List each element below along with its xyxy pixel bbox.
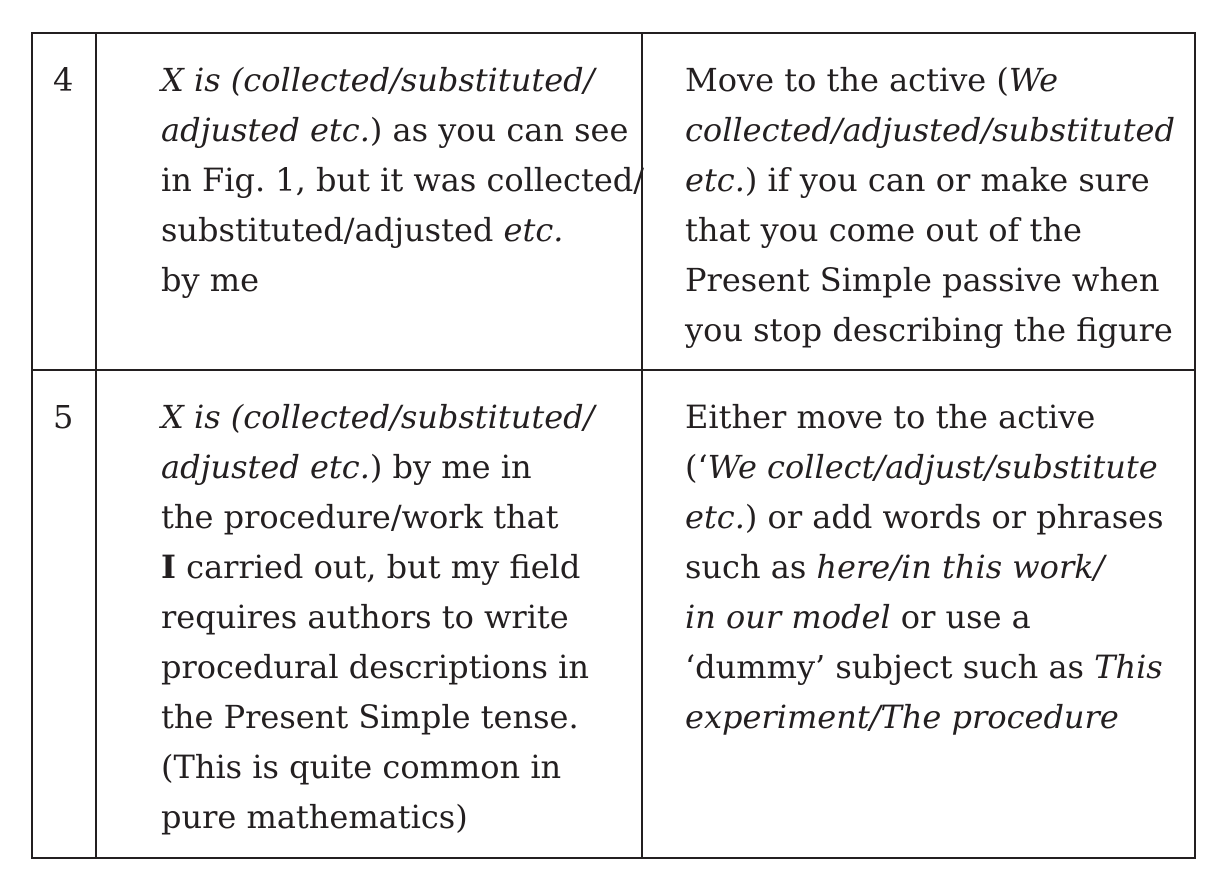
text-line: adjusted etc.) as you can see [161,111,629,149]
text-line: by me [161,261,260,299]
row-number: 5 [32,370,96,858]
text-line: in our model or use a [685,598,1031,636]
table-row [32,33,1195,370]
text-line: etc.) or add words or phrases [685,498,1164,536]
text-line: ‘dummy’ subject such as This [685,648,1163,686]
text-line: X is (collected/substituted/ [161,61,595,99]
row-number: 4 [32,33,96,370]
text-line: such as here/in this work/ [685,548,1105,586]
text-line: procedural descriptions in [161,648,589,686]
text-line: I carried out, but my field [161,548,581,586]
text-line: collected/adjusted/substituted [685,111,1175,149]
solution-cell [642,33,1195,370]
text-line: that you come out of the [685,211,1082,249]
text-line: adjusted etc.) by me in [161,448,532,486]
text-line: substituted/adjusted etc. [161,211,564,249]
text-line: requires authors to write [161,598,569,636]
text-line: Move to the active (We [685,61,1059,99]
text-line: pure mathematics) [161,798,468,836]
text-line: you stop describing the figure [685,311,1173,349]
problem-cell [96,33,645,370]
text-line: the Present Simple tense. [161,698,579,736]
text-line: the procedure/work that [161,498,559,536]
procedure-table [31,32,1196,859]
solution-cell [642,370,1195,858]
text-line: X is (collected/substituted/ [161,398,595,436]
problem-cell [96,370,642,858]
text-line: in Fig. 1, but it was collected/ [161,161,645,199]
text-line: Present Simple passive when [685,261,1160,299]
text-line: experiment/The procedure [685,698,1119,736]
text-line: Either move to the active [685,398,1096,436]
text-line: (This is quite common in [161,748,562,786]
text-line: etc.) if you can or make sure [685,161,1150,199]
table-row [32,370,1195,858]
text-line: (‘We collect/adjust/substitute [685,448,1158,486]
